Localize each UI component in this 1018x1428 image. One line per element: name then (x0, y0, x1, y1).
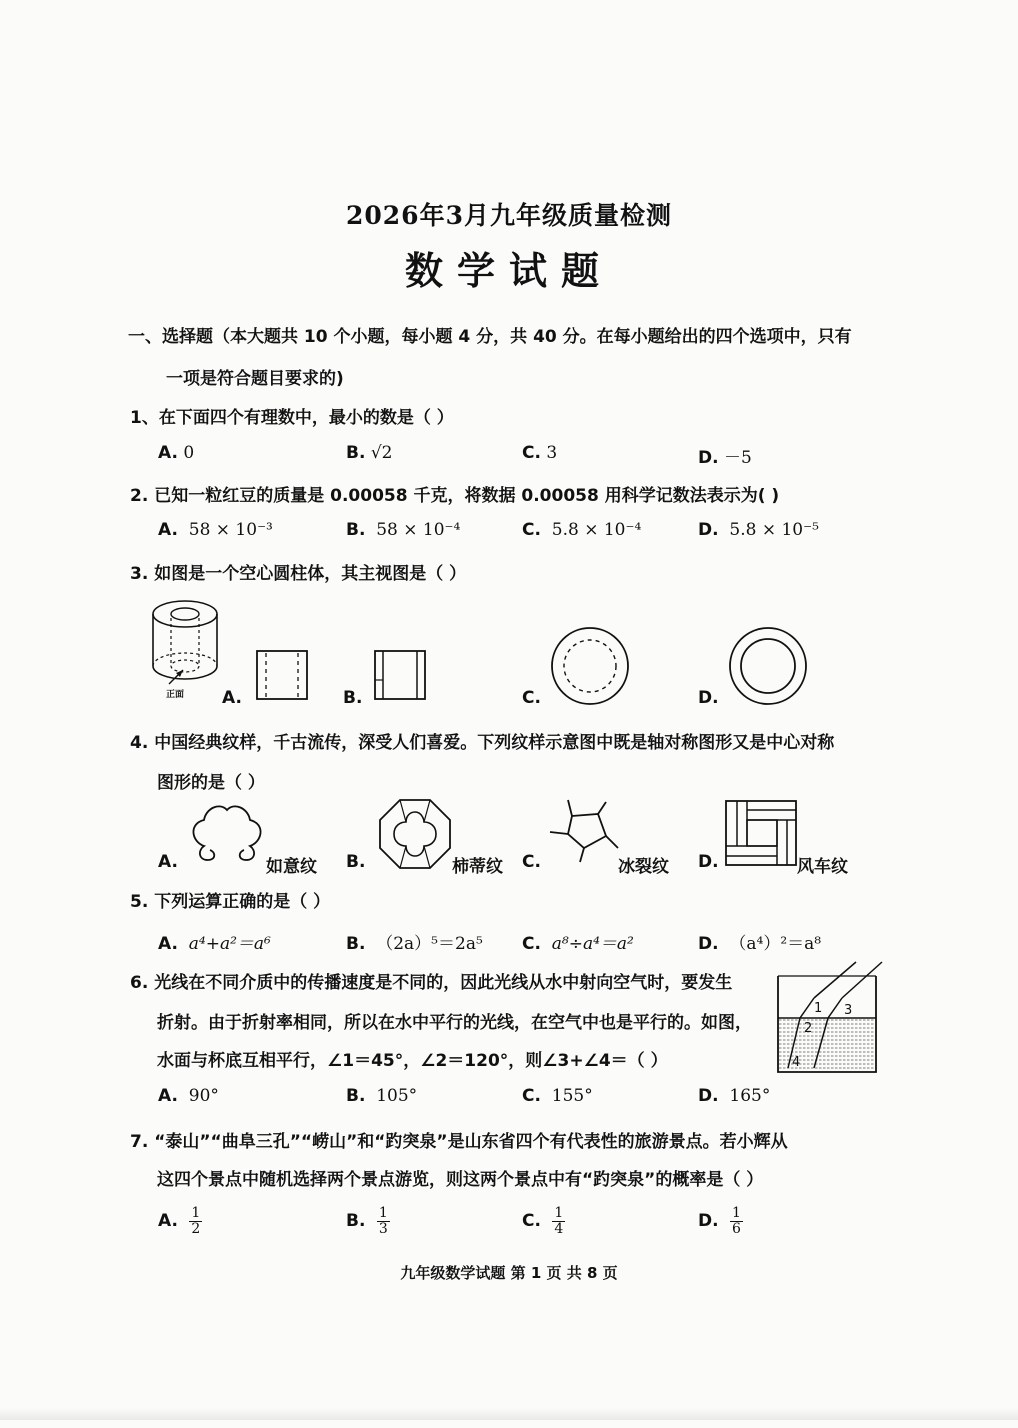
q4-option-b: B. (346, 852, 366, 872)
q2-option-a: A. 58 × 10⁻³ (158, 520, 273, 540)
angle-label-2: 2 (804, 1021, 813, 1036)
q3-option-d: D. (698, 688, 719, 708)
q1-option-c: C. 3 (522, 443, 558, 463)
ice-crack-pattern-figure (548, 798, 618, 864)
section-heading-line1: 一、选择题（本大题共 10 个小题，每小题 4 分，共 40 分。在每小题给出的四个选项中，只有 (128, 327, 852, 347)
section-heading-line2: 一项是符合题目要求的) (166, 369, 344, 389)
q1-stem: 1、在下面四个有理数中，最小的数是（ ） (130, 408, 454, 428)
q4-stem-line2: 图形的是（ ） (157, 773, 265, 793)
windmill-pattern-figure (725, 800, 797, 866)
q2-stem: 2. 已知一粒红豆的质量是 0.00058 千克，将数据 0.00058 用科学记数法表示为( ) (130, 486, 780, 506)
q4-stem-line1: 4. 中国经典纹样，千古流传，深受人们喜爱。下列纹样示意图中既是轴对称图形又是中心对称 (130, 733, 835, 753)
q6-stem-line2: 折射。由于折射率相同，所以在水中平行的光线，在空气中也是平行的。如图， (157, 1013, 752, 1033)
q1-option-b: B. √2 (346, 443, 393, 463)
q5-option-a: A. a⁴+a²＝a⁶ (158, 934, 271, 954)
q3-option-c: C. (522, 688, 541, 708)
q2-option-b: B. 58 × 10⁻⁴ (346, 520, 461, 540)
q3-option-b: B. (343, 688, 363, 708)
q3-stem: 3. 如图是一个空心圆柱体，其主视图是（ ） (130, 564, 467, 584)
q7-option-a: A. $\frac{1}{2}$ (158, 1205, 201, 1237)
q3-figure-c (550, 626, 630, 706)
shidi-pattern-figure (378, 798, 452, 870)
q3-option-a: A. (222, 688, 242, 708)
q5-option-d: D. （a⁴）²＝a⁸ (698, 934, 822, 954)
q7-option-c: C. $\frac{1}{4}$ (522, 1205, 564, 1237)
q4-d-name: 风车纹 (797, 857, 848, 877)
q7-stem-line1: 7. “泰山”“曲阜三孔”“崂山”和“趵突泉”是山东省四个有代表性的旅游景点。若小辉从 (130, 1132, 788, 1152)
angle-label-1: 1 (814, 1001, 823, 1016)
q4-b-name: 柿蒂纹 (452, 857, 503, 877)
q4-option-a: A. (158, 852, 178, 872)
q2-option-d: D. 5.8 × 10⁻⁵ (698, 520, 819, 540)
q6-option-c: C. 155° (522, 1086, 593, 1106)
q7-stem-line2: 这四个景点中随机选择两个景点游览，则这两个景点中有“趵突泉”的概率是（ ） (157, 1170, 764, 1190)
angle-label-4: 4 (792, 1055, 801, 1070)
refraction-beaker-figure (776, 962, 886, 1074)
scan-edge (0, 1408, 1018, 1420)
q5-option-b: B. （2a）⁵＝2a⁵ (346, 934, 483, 954)
q1-option-a: A. 0 (158, 443, 195, 463)
q2-option-c: C. 5.8 × 10⁻⁴ (522, 520, 642, 540)
q5-option-c: C. a⁸÷a⁴＝a² (522, 934, 634, 954)
q5-stem: 5. 下列运算正确的是（ ） (130, 892, 331, 912)
q4-c-name: 冰裂纹 (618, 857, 669, 877)
q6-option-a: A. 90° (158, 1086, 219, 1106)
q3-front-label: 正面 (166, 690, 185, 700)
q6-stem-line1: 6. 光线在不同介质中的传播速度是不同的，因此光线从水中射向空气时，要发生 (130, 973, 733, 993)
q3-figure-b (374, 650, 426, 700)
q4-option-c: C. (522, 852, 541, 872)
q1-option-d: D. －5 (698, 448, 752, 468)
q3-figure-d (728, 626, 808, 706)
subject-title: 数学试题 (404, 248, 613, 293)
q4-a-name: 如意纹 (266, 857, 317, 877)
page-footer: 九年级数学试题 第 1 页 共 8 页 (400, 1264, 618, 1282)
q3-figure-a (256, 650, 308, 700)
q6-option-d: D. 165° (698, 1086, 771, 1106)
angle-label-3: 3 (844, 1003, 853, 1018)
q4-option-d: D. (698, 852, 719, 872)
ruyi-pattern-figure (186, 802, 268, 864)
q7-option-d: D. $\frac{1}{6}$ (698, 1205, 741, 1237)
exam-title: 2026年3月九年级质量检测 (346, 201, 672, 230)
q6-option-b: B. 105° (346, 1086, 418, 1106)
q6-stem-line3: 水面与杯底互相平行，∠1＝45°，∠2＝120°，则∠3+∠4＝（ ） (157, 1051, 668, 1071)
q7-option-b: B. $\frac{1}{3}$ (346, 1205, 388, 1237)
